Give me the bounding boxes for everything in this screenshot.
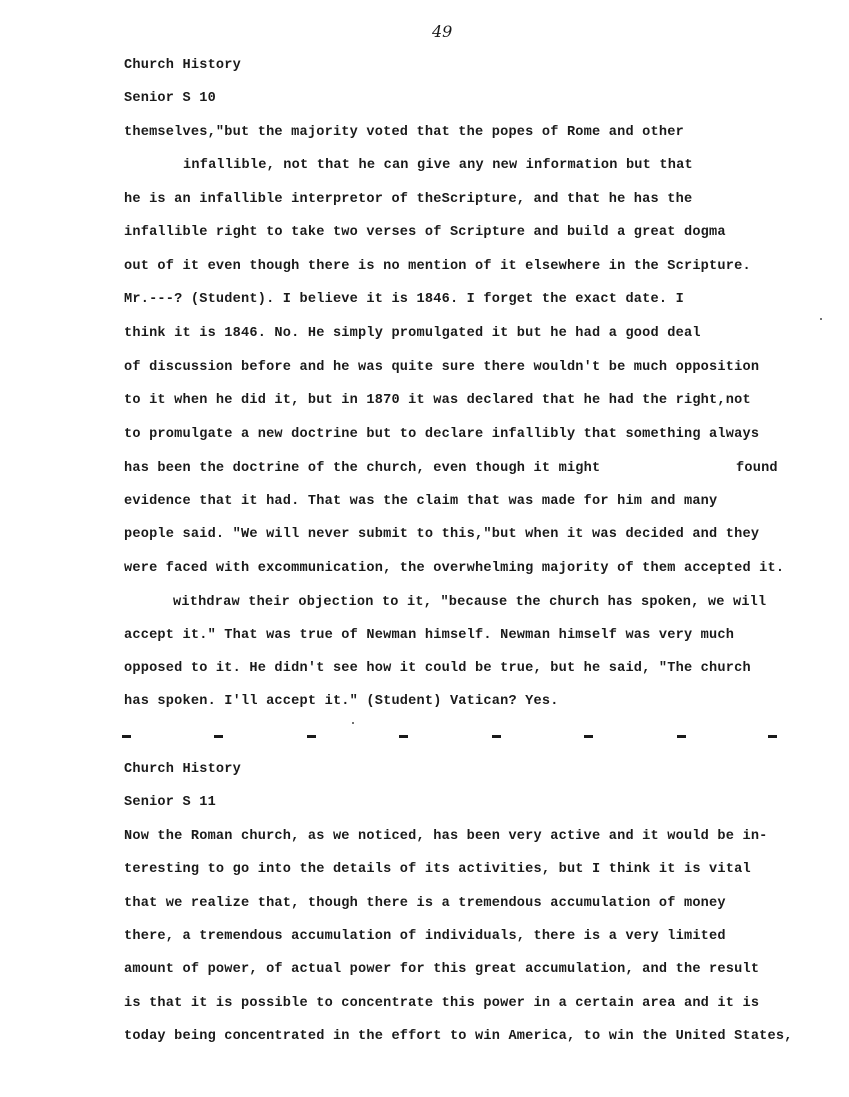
section1-line-16: accept it." That was true of Newman himself. Newman himself was very much [124, 628, 735, 643]
section1-line-4: infallible right to take two verses of Scripture and build a great dogma [124, 225, 726, 240]
scan-speck [352, 722, 354, 724]
section-divider [122, 732, 782, 740]
section1-line-6: Mr.---? (Student). I believe it is 1846. I forget the exact date. I [124, 292, 684, 307]
divider-dash [399, 735, 408, 738]
section1-line-11: has been the doctrine of the church, even though it might [124, 461, 601, 476]
section1-line-7: think it is 1846. No. He simply promulgated it but he had a good deal [124, 326, 701, 341]
section2-line-7: today being concentrated in the effort to win America, to win the United States, [124, 1029, 793, 1044]
section1-line-9: to it when he did it, but in 1870 it was declared that he had the right,not [124, 393, 751, 408]
section1-line-14: were faced with excommunication, the overwhelming majority of them accepted it. [124, 561, 785, 576]
divider-dash [677, 735, 686, 738]
section1-line-2: infallible, not that he can give any new information but that [183, 158, 693, 173]
section1-class-label: Senior S 10 [124, 91, 216, 106]
section1-line-13: people said. "We will never submit to this,"but when it was decided and they [124, 527, 760, 542]
section2-line-5: amount of power, of actual power for this great accumulation, and the result [124, 962, 760, 977]
section2-line-4: there, a tremendous accumulation of individuals, there is a very limited [124, 929, 726, 944]
section2-line-2: teresting to go into the details of its activities, but I think it is vital [124, 862, 751, 877]
section1-line-1: themselves,"but the majority voted that the popes of Rome and other [124, 125, 684, 140]
section1-line-3: he is an infallible interpretor of theScripture, and that he has the [124, 192, 693, 207]
divider-dash [122, 735, 131, 738]
section2-line-1: Now the Roman church, as we noticed, has been very active and it would be in- [124, 829, 768, 844]
section1-line-15: withdraw their objection to it, "because the church has spoken, we will [173, 595, 767, 610]
page-number: 49 [432, 22, 453, 41]
section2-course: Church History [124, 762, 242, 777]
section2-class-label: Senior S 11 [124, 795, 216, 810]
section1-line-17: opposed to it. He didn't see how it could be true, but he said, "The church [124, 661, 751, 676]
divider-dash [307, 735, 316, 738]
section1-line-18: has spoken. I'll accept it." (Student) Vatican? Yes. [124, 694, 559, 709]
divider-dash [584, 735, 593, 738]
scan-speck [820, 318, 822, 320]
section2-line-3: that we realize that, though there is a tremendous accumulation of money [124, 896, 726, 911]
section1-line-8: of discussion before and he was quite sure there wouldn't be much opposition [124, 360, 760, 375]
section1-line-10: to promulgate a new doctrine but to declare infallibly that something always [124, 427, 760, 442]
section2-line-6: is that it is possible to concentrate this power in a certain area and it is [124, 996, 760, 1011]
section1-course: Church History [124, 58, 242, 73]
divider-dash [492, 735, 501, 738]
section1-line-12: evidence that it had. That was the claim that was made for him and many [124, 494, 718, 509]
section1-line-5: out of it even though there is no mention of it elsewhere in the Scripture. [124, 259, 751, 274]
section1-gap-word: found [736, 461, 778, 476]
divider-dash [214, 735, 223, 738]
divider-dash [768, 735, 777, 738]
